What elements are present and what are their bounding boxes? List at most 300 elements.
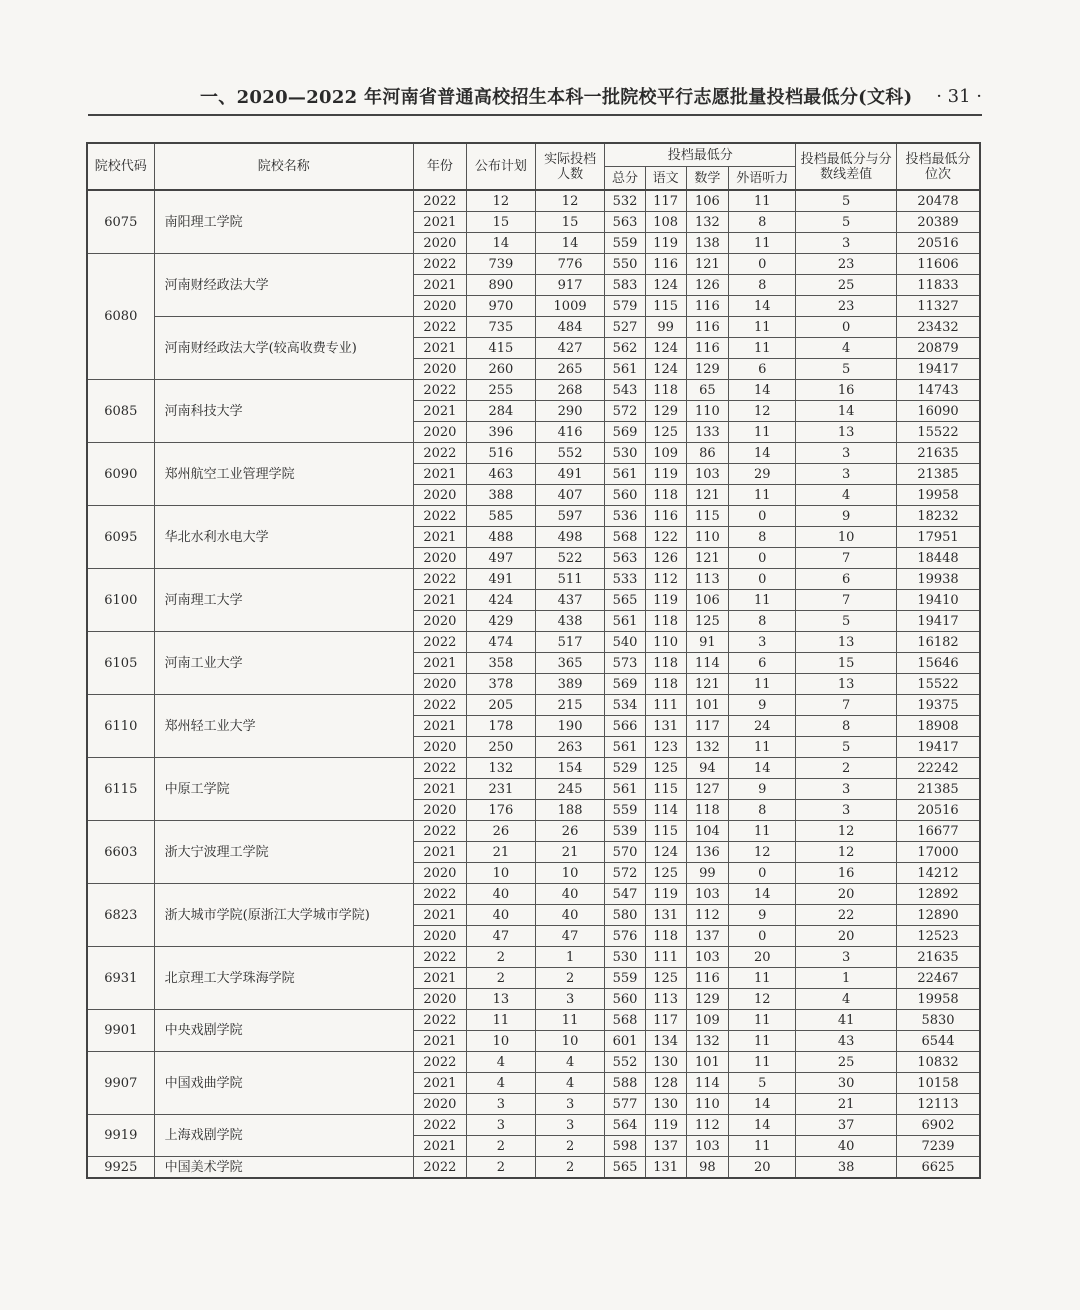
cell-chinese: 123 — [645, 737, 686, 758]
cell-year: 2022 — [413, 695, 466, 716]
cell-actual: 263 — [536, 737, 605, 758]
cell-total: 550 — [605, 254, 646, 275]
table-row — [87, 821, 980, 842]
cell-math: 117 — [686, 716, 729, 737]
cell-english: 11 — [729, 1052, 796, 1073]
cell-rank: 21635 — [897, 947, 980, 968]
cell-math: 106 — [686, 190, 729, 212]
cell-english: 0 — [729, 548, 796, 569]
cell-total: 573 — [605, 653, 646, 674]
cell-chinese: 129 — [645, 401, 686, 422]
cell-plan: 970 — [466, 296, 535, 317]
school-code: 6085 — [87, 380, 154, 443]
col-name: 院校名称 — [154, 143, 413, 190]
cell-actual: 1009 — [536, 296, 605, 317]
cell-plan: 429 — [466, 611, 535, 632]
cell-math: 118 — [686, 800, 729, 821]
cell-plan: 4 — [466, 1073, 535, 1094]
cell-total: 565 — [605, 590, 646, 611]
cell-english: 11 — [729, 190, 796, 212]
cell-plan: 3 — [466, 1094, 535, 1115]
cell-rank: 20516 — [897, 800, 980, 821]
cell-english: 12 — [729, 401, 796, 422]
school-code: 6603 — [87, 821, 154, 884]
cell-diff: 6 — [796, 569, 897, 590]
school-name: 河南财经政法大学 — [154, 254, 413, 317]
cell-math: 101 — [686, 695, 729, 716]
cell-math: 114 — [686, 653, 729, 674]
cell-math: 121 — [686, 254, 729, 275]
cell-english: 0 — [729, 569, 796, 590]
cell-plan: 424 — [466, 590, 535, 611]
cell-total: 527 — [605, 317, 646, 338]
cell-math: 94 — [686, 758, 729, 779]
cell-diff: 7 — [796, 590, 897, 611]
cell-year: 2020 — [413, 485, 466, 506]
cell-english: 20 — [729, 1157, 796, 1179]
cell-actual: 290 — [536, 401, 605, 422]
cell-actual: 438 — [536, 611, 605, 632]
cell-diff: 13 — [796, 632, 897, 653]
cell-total: 562 — [605, 338, 646, 359]
col-year: 年份 — [413, 143, 466, 190]
cell-math: 116 — [686, 317, 729, 338]
cell-actual: 437 — [536, 590, 605, 611]
cell-actual: 21 — [536, 842, 605, 863]
cell-diff: 25 — [796, 1052, 897, 1073]
cell-plan: 176 — [466, 800, 535, 821]
cell-math: 121 — [686, 485, 729, 506]
cell-rank: 23432 — [897, 317, 980, 338]
col-rank: 投档最低分位次 — [897, 143, 980, 190]
table-row — [87, 884, 980, 905]
cell-english: 8 — [729, 275, 796, 296]
cell-english: 29 — [729, 464, 796, 485]
table-row — [87, 1052, 980, 1073]
cell-total: 569 — [605, 422, 646, 443]
cell-diff: 4 — [796, 338, 897, 359]
cell-rank: 19410 — [897, 590, 980, 611]
cell-diff: 13 — [796, 674, 897, 695]
cell-rank: 5830 — [897, 1010, 980, 1031]
cell-plan: 14 — [466, 233, 535, 254]
cell-diff: 8 — [796, 716, 897, 737]
cell-rank: 6902 — [897, 1115, 980, 1136]
cell-year: 2020 — [413, 674, 466, 695]
cell-rank: 19417 — [897, 737, 980, 758]
cell-plan: 12 — [466, 190, 535, 212]
cell-english: 14 — [729, 1115, 796, 1136]
cell-chinese: 128 — [645, 1073, 686, 1094]
cell-rank: 15646 — [897, 653, 980, 674]
cell-math: 116 — [686, 296, 729, 317]
cell-year: 2021 — [413, 527, 466, 548]
cell-chinese: 111 — [645, 695, 686, 716]
cell-actual: 511 — [536, 569, 605, 590]
school-code: 6080 — [87, 254, 154, 380]
cell-math: 112 — [686, 1115, 729, 1136]
cell-total: 547 — [605, 884, 646, 905]
cell-plan: 2 — [466, 947, 535, 968]
cell-english: 8 — [729, 212, 796, 233]
cell-math: 98 — [686, 1157, 729, 1179]
cell-chinese: 137 — [645, 1136, 686, 1157]
cell-year: 2022 — [413, 884, 466, 905]
cell-diff: 20 — [796, 926, 897, 947]
cell-total: 543 — [605, 380, 646, 401]
cell-total: 563 — [605, 548, 646, 569]
school-name: 华北水利水电大学 — [154, 506, 413, 569]
cell-plan: 739 — [466, 254, 535, 275]
cell-rank: 22242 — [897, 758, 980, 779]
cell-rank: 19938 — [897, 569, 980, 590]
cell-math: 121 — [686, 548, 729, 569]
cell-rank: 16090 — [897, 401, 980, 422]
col-diff: 投档最低分与分数线差值 — [796, 143, 897, 190]
cell-english: 14 — [729, 758, 796, 779]
cell-total: 565 — [605, 1157, 646, 1179]
cell-actual: 4 — [536, 1052, 605, 1073]
cell-year: 2020 — [413, 863, 466, 884]
school-code: 6095 — [87, 506, 154, 569]
cell-total: 561 — [605, 464, 646, 485]
cell-year: 2020 — [413, 422, 466, 443]
cell-diff: 9 — [796, 506, 897, 527]
cell-english: 14 — [729, 1094, 796, 1115]
cell-english: 11 — [729, 485, 796, 506]
cell-year: 2022 — [413, 190, 466, 212]
cell-rank: 21385 — [897, 779, 980, 800]
cell-chinese: 119 — [645, 590, 686, 611]
table-row — [87, 758, 980, 779]
cell-year: 2020 — [413, 359, 466, 380]
cell-plan: 132 — [466, 758, 535, 779]
cell-diff: 20 — [796, 884, 897, 905]
cell-math: 104 — [686, 821, 729, 842]
cell-plan: 474 — [466, 632, 535, 653]
cell-rank: 10832 — [897, 1052, 980, 1073]
cell-plan: 378 — [466, 674, 535, 695]
cell-math: 103 — [686, 464, 729, 485]
cell-math: 126 — [686, 275, 729, 296]
cell-total: 580 — [605, 905, 646, 926]
cell-rank: 22467 — [897, 968, 980, 989]
cell-math: 106 — [686, 590, 729, 611]
cell-total: 529 — [605, 758, 646, 779]
cell-plan: 415 — [466, 338, 535, 359]
cell-diff: 3 — [796, 800, 897, 821]
cell-total: 563 — [605, 212, 646, 233]
cell-actual: 597 — [536, 506, 605, 527]
cell-year: 2020 — [413, 989, 466, 1010]
cell-year: 2021 — [413, 212, 466, 233]
cell-chinese: 119 — [645, 464, 686, 485]
school-name: 河南理工大学 — [154, 569, 413, 632]
school-name: 河南财经政法大学(较高收费专业) — [154, 317, 413, 380]
cell-total: 583 — [605, 275, 646, 296]
cell-year: 2020 — [413, 926, 466, 947]
cell-year: 2021 — [413, 590, 466, 611]
cell-chinese: 116 — [645, 506, 686, 527]
cell-diff: 5 — [796, 212, 897, 233]
cell-english: 14 — [729, 884, 796, 905]
table-row — [87, 254, 980, 275]
cell-actual: 407 — [536, 485, 605, 506]
cell-total: 577 — [605, 1094, 646, 1115]
col-chinese: 语文 — [645, 167, 686, 191]
cell-year: 2022 — [413, 758, 466, 779]
cell-diff: 22 — [796, 905, 897, 926]
cell-chinese: 119 — [645, 884, 686, 905]
school-name: 河南科技大学 — [154, 380, 413, 443]
cell-math: 116 — [686, 968, 729, 989]
cell-total: 532 — [605, 190, 646, 212]
cell-total: 560 — [605, 485, 646, 506]
cell-chinese: 117 — [645, 190, 686, 212]
cell-diff: 7 — [796, 695, 897, 716]
cell-rank: 16182 — [897, 632, 980, 653]
cell-rank: 15522 — [897, 674, 980, 695]
cell-plan: 40 — [466, 905, 535, 926]
cell-math: 129 — [686, 989, 729, 1010]
cell-math: 86 — [686, 443, 729, 464]
cell-chinese: 130 — [645, 1094, 686, 1115]
school-code: 9919 — [87, 1115, 154, 1157]
cell-rank: 11833 — [897, 275, 980, 296]
cell-chinese: 125 — [645, 863, 686, 884]
cell-year: 2021 — [413, 1136, 466, 1157]
cell-english: 5 — [729, 1073, 796, 1094]
cell-chinese: 119 — [645, 233, 686, 254]
table-row — [87, 569, 980, 590]
table-header — [87, 143, 980, 190]
cell-plan: 358 — [466, 653, 535, 674]
cell-plan: 10 — [466, 863, 535, 884]
cell-total: 568 — [605, 1010, 646, 1031]
cell-plan: 10 — [466, 1031, 535, 1052]
cell-actual: 190 — [536, 716, 605, 737]
cell-actual: 498 — [536, 527, 605, 548]
cell-chinese: 131 — [645, 1157, 686, 1179]
cell-actual: 4 — [536, 1073, 605, 1094]
cell-chinese: 130 — [645, 1052, 686, 1073]
cell-total: 566 — [605, 716, 646, 737]
cell-plan: 488 — [466, 527, 535, 548]
cell-actual: 40 — [536, 905, 605, 926]
cell-year: 2021 — [413, 338, 466, 359]
cell-chinese: 111 — [645, 947, 686, 968]
cell-rank: 19958 — [897, 989, 980, 1010]
cell-chinese: 118 — [645, 674, 686, 695]
cell-plan: 3 — [466, 1115, 535, 1136]
cell-diff: 13 — [796, 422, 897, 443]
cell-chinese: 113 — [645, 989, 686, 1010]
cell-rank: 18908 — [897, 716, 980, 737]
cell-chinese: 115 — [645, 296, 686, 317]
cell-actual: 26 — [536, 821, 605, 842]
school-name: 中国美术学院 — [154, 1157, 413, 1179]
school-code: 6075 — [87, 190, 154, 254]
cell-year: 2021 — [413, 1073, 466, 1094]
cell-chinese: 118 — [645, 653, 686, 674]
cell-actual: 2 — [536, 1136, 605, 1157]
cell-rank: 10158 — [897, 1073, 980, 1094]
cell-total: 561 — [605, 359, 646, 380]
cell-english: 8 — [729, 611, 796, 632]
cell-rank: 20516 — [897, 233, 980, 254]
cell-plan: 21 — [466, 842, 535, 863]
cell-english: 14 — [729, 443, 796, 464]
cell-year: 2022 — [413, 569, 466, 590]
cell-math: 133 — [686, 422, 729, 443]
col-plan: 公布计划 — [466, 143, 535, 190]
cell-diff: 30 — [796, 1073, 897, 1094]
cell-chinese: 124 — [645, 842, 686, 863]
cell-plan: 231 — [466, 779, 535, 800]
cell-rank: 15522 — [897, 422, 980, 443]
cell-rank: 16677 — [897, 821, 980, 842]
school-code: 6105 — [87, 632, 154, 695]
table-body — [87, 190, 980, 1178]
cell-actual: 215 — [536, 695, 605, 716]
cell-total: 568 — [605, 527, 646, 548]
cell-actual: 416 — [536, 422, 605, 443]
cell-diff: 4 — [796, 485, 897, 506]
cell-year: 2021 — [413, 653, 466, 674]
cell-chinese: 114 — [645, 800, 686, 821]
cell-chinese: 112 — [645, 569, 686, 590]
school-name: 南阳理工学院 — [154, 190, 413, 254]
cell-english: 8 — [729, 527, 796, 548]
cell-total: 598 — [605, 1136, 646, 1157]
cell-english: 6 — [729, 653, 796, 674]
cell-rank: 6625 — [897, 1157, 980, 1179]
school-name: 中央戏剧学院 — [154, 1010, 413, 1052]
cell-english: 3 — [729, 632, 796, 653]
cell-rank: 17000 — [897, 842, 980, 863]
cell-plan: 2 — [466, 968, 535, 989]
cell-math: 103 — [686, 947, 729, 968]
cell-actual: 3 — [536, 1115, 605, 1136]
cell-english: 11 — [729, 674, 796, 695]
cell-year: 2021 — [413, 905, 466, 926]
page-number: · 31 · — [936, 85, 982, 107]
cell-diff: 5 — [796, 611, 897, 632]
cell-total: 559 — [605, 800, 646, 821]
cell-total: 530 — [605, 443, 646, 464]
cell-year: 2021 — [413, 968, 466, 989]
cell-chinese: 117 — [645, 1010, 686, 1031]
cell-rank: 12892 — [897, 884, 980, 905]
school-code: 6110 — [87, 695, 154, 758]
cell-plan: 284 — [466, 401, 535, 422]
cell-english: 20 — [729, 947, 796, 968]
cell-year: 2020 — [413, 1094, 466, 1115]
cell-diff: 16 — [796, 380, 897, 401]
school-name: 郑州航空工业管理学院 — [154, 443, 413, 506]
cell-rank: 18232 — [897, 506, 980, 527]
cell-diff: 5 — [796, 737, 897, 758]
cell-plan: 26 — [466, 821, 535, 842]
cell-year: 2021 — [413, 401, 466, 422]
cell-diff: 14 — [796, 401, 897, 422]
cell-math: 113 — [686, 569, 729, 590]
cell-english: 12 — [729, 989, 796, 1010]
table-row — [87, 506, 980, 527]
cell-actual: 10 — [536, 863, 605, 884]
cell-actual: 484 — [536, 317, 605, 338]
cell-math: 132 — [686, 1031, 729, 1052]
cell-plan: 890 — [466, 275, 535, 296]
school-code: 6100 — [87, 569, 154, 632]
table-row — [87, 317, 980, 338]
cell-chinese: 122 — [645, 527, 686, 548]
cell-math: 103 — [686, 884, 729, 905]
cell-actual: 3 — [536, 1094, 605, 1115]
cell-total: 561 — [605, 611, 646, 632]
cell-actual: 522 — [536, 548, 605, 569]
cell-actual: 12 — [536, 190, 605, 212]
cell-year: 2022 — [413, 1157, 466, 1179]
cell-english: 11 — [729, 1136, 796, 1157]
cell-rank: 17951 — [897, 527, 980, 548]
cell-total: 559 — [605, 968, 646, 989]
admission-score-table — [86, 142, 981, 1179]
cell-plan: 250 — [466, 737, 535, 758]
cell-plan: 47 — [466, 926, 535, 947]
cell-total: 588 — [605, 1073, 646, 1094]
cell-total: 561 — [605, 737, 646, 758]
cell-year: 2020 — [413, 233, 466, 254]
cell-english: 11 — [729, 1010, 796, 1031]
cell-actual: 188 — [536, 800, 605, 821]
cell-actual: 1 — [536, 947, 605, 968]
cell-math: 109 — [686, 1010, 729, 1031]
cell-actual: 3 — [536, 989, 605, 1010]
cell-english: 11 — [729, 968, 796, 989]
cell-diff: 3 — [796, 947, 897, 968]
cell-chinese: 110 — [645, 632, 686, 653]
cell-diff: 23 — [796, 296, 897, 317]
cell-english: 11 — [729, 737, 796, 758]
table-row — [87, 190, 980, 212]
cell-diff: 4 — [796, 989, 897, 1010]
cell-english: 0 — [729, 254, 796, 275]
cell-plan: 178 — [466, 716, 535, 737]
school-name: 河南工业大学 — [154, 632, 413, 695]
table-row — [87, 443, 980, 464]
cell-total: 560 — [605, 989, 646, 1010]
cell-rank: 20389 — [897, 212, 980, 233]
table-row — [87, 695, 980, 716]
cell-diff: 2 — [796, 758, 897, 779]
cell-math: 114 — [686, 1073, 729, 1094]
cell-chinese: 118 — [645, 485, 686, 506]
col-min-score: 投档最低分 — [605, 143, 796, 167]
cell-rank: 12523 — [897, 926, 980, 947]
cell-total: 552 — [605, 1052, 646, 1073]
school-code: 6115 — [87, 758, 154, 821]
cell-chinese: 131 — [645, 716, 686, 737]
cell-plan: 497 — [466, 548, 535, 569]
cell-year: 2022 — [413, 821, 466, 842]
school-code: 9907 — [87, 1052, 154, 1115]
cell-plan: 396 — [466, 422, 535, 443]
cell-year: 2022 — [413, 506, 466, 527]
cell-actual: 10 — [536, 1031, 605, 1052]
cell-actual: 2 — [536, 968, 605, 989]
cell-math: 110 — [686, 1094, 729, 1115]
